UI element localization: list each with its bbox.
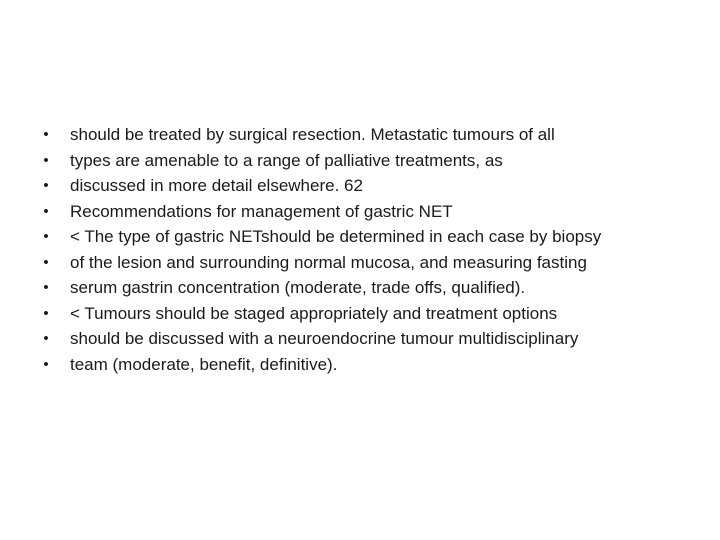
list-item [36,126,676,144]
bullet-dot-icon: • [43,126,49,143]
bullet-dot-icon: • [43,355,49,373]
bullet-dot-icon: • [43,202,49,220]
bullet-text: discussed in more detail elsewhere. 62 [70,176,363,195]
bullet-text: < Tumours should be staged appropriately and treatment options [70,303,558,323]
bullet-text: < The type of gastric NETshould be determined in each case by biopsy [70,227,602,246]
list-item [36,177,676,195]
list-item [36,305,676,323]
list-item [36,279,676,297]
bullet-dot-icon: • [43,330,49,347]
list-item [36,152,676,170]
list-item [36,254,676,272]
list-item [36,228,676,246]
bullet-text: types are amenable to a range of palliative treatments, as [70,150,503,170]
bullet-dot-icon: • [43,177,49,194]
bullet-text: of the lesion and surrounding normal mucosa, and measuring fasting [70,252,587,272]
bullet-dot-icon: • [43,253,49,271]
bullet-dot-icon: • [43,279,49,296]
list-item [36,330,676,348]
bullet-text: Recommendations for management of gastric NET [70,201,453,221]
bullet-text: should be treated by surgical resection. Metastatic tumours of all [70,125,555,144]
bullet-dot-icon: • [43,304,49,322]
bullet-list [36,126,676,381]
bullet-dot-icon: • [43,228,49,245]
list-item [36,203,676,221]
list-item [36,356,676,374]
bullet-text: should be discussed with a neuroendocrine tumour multidisciplinary [70,329,579,348]
bullet-text: team (moderate, benefit, definitive). [70,354,338,374]
bullet-dot-icon: • [43,151,49,169]
bullet-text: serum gastrin concentration (moderate, trade offs, qualified). [70,278,526,297]
